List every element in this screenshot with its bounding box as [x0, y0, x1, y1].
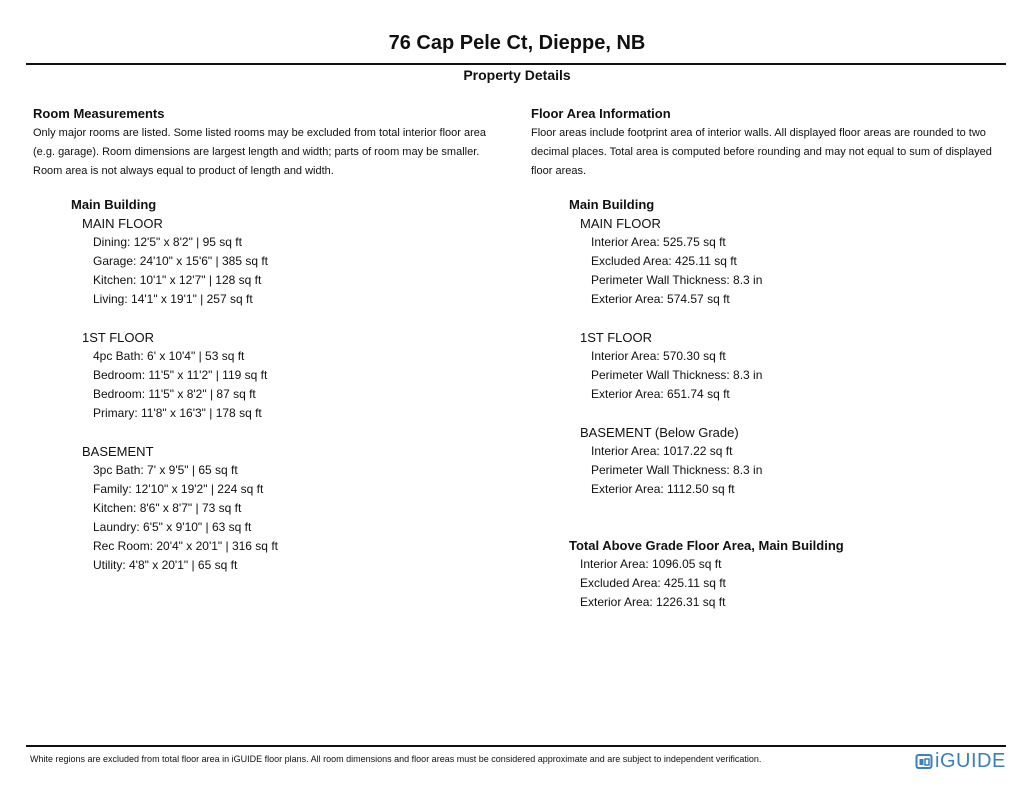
- page-subtitle: Property Details: [463, 67, 571, 83]
- area-item: Excluded Area: 425.11 sq ft: [591, 254, 737, 268]
- area-item: Exterior Area: 1112.50 sq ft: [591, 482, 735, 496]
- total-area-item: Exterior Area: 1226.31 sq ft: [580, 595, 726, 609]
- area-item: Interior Area: 525.75 sq ft: [591, 235, 726, 249]
- iguide-logo-icon: [915, 752, 933, 770]
- area-item: Perimeter Wall Thickness: 8.3 in: [591, 463, 763, 477]
- note-line: decimal places. Total area is computed before rounding and may not equal to sum of displayed: [531, 146, 992, 158]
- floor-area-section: [531, 106, 1009, 612]
- room-item: Utility: 4'8" x 20'1" | 65 sq ft: [93, 558, 238, 572]
- area-item: Interior Area: 570.30 sq ft: [591, 349, 726, 363]
- room-item: Bedroom: 11'5" x 8'2" | 87 sq ft: [93, 387, 256, 401]
- floor-name: BASEMENT (Below Grade): [580, 425, 739, 440]
- building-name: Main Building: [569, 197, 655, 212]
- floor-name: MAIN FLOOR: [82, 216, 163, 231]
- page-title: 76 Cap Pele Ct, Dieppe, NB: [388, 32, 646, 54]
- area-item: Perimeter Wall Thickness: 8.3 in: [591, 368, 763, 382]
- floor-name: 1ST FLOOR: [580, 330, 653, 345]
- room-item: Rec Room: 20'4" x 20'1" | 316 sq ft: [93, 539, 278, 553]
- total-area-heading: Total Above Grade Floor Area, Main Building: [569, 538, 844, 553]
- area-item: Exterior Area: 651.74 sq ft: [591, 387, 730, 401]
- note-line: floor areas.: [531, 165, 587, 177]
- building-name: Main Building: [71, 197, 157, 212]
- total-area-item: Interior Area: 1096.05 sq ft: [580, 557, 722, 571]
- floor-name: MAIN FLOOR: [580, 216, 661, 231]
- floor-name: 1ST FLOOR: [82, 330, 155, 345]
- room-item: 3pc Bath: 7' x 9'5" | 65 sq ft: [93, 463, 238, 477]
- footer-divider: [26, 745, 1006, 747]
- room-item: Living: 14'1" x 19'1" | 257 sq ft: [93, 292, 253, 306]
- room-item: Kitchen: 10'1" x 12'7" | 128 sq ft: [93, 273, 262, 287]
- title-divider: [26, 63, 1006, 65]
- area-item: Exterior Area: 574.57 sq ft: [591, 292, 730, 306]
- room-measurements-note: [33, 124, 511, 181]
- area-item: Perimeter Wall Thickness: 8.3 in: [591, 273, 763, 287]
- room-item: Bedroom: 11'5" x 11'2" | 119 sq ft: [93, 368, 268, 382]
- room-item: Dining: 12'5" x 8'2" | 95 sq ft: [93, 235, 242, 249]
- floor-area-note: [531, 124, 1009, 181]
- room-item: Primary: 11'8" x 16'3" | 178 sq ft: [93, 406, 262, 420]
- area-item: Interior Area: 1017.22 sq ft: [591, 444, 733, 458]
- note-line: Room area is not always equal to product of length and width.: [33, 165, 334, 177]
- room-item: Garage: 24'10" x 15'6" | 385 sq ft: [93, 254, 268, 268]
- footer-disclaimer: White regions are excluded from total floor area in iGUIDE floor plans. All room dimensions and floor areas must be considered approximate and are subject to independent verification.: [30, 754, 762, 764]
- note-line: Only major rooms are listed. Some listed rooms may be excluded from total interior floor area: [33, 127, 487, 139]
- floor-area-heading: Floor Area Information: [531, 106, 671, 121]
- room-item: 4pc Bath: 6' x 10'4" | 53 sq ft: [93, 349, 245, 363]
- floor-name: BASEMENT: [82, 444, 154, 459]
- room-item: Laundry: 6'5" x 9'10" | 63 sq ft: [93, 520, 252, 534]
- room-item: Kitchen: 8'6" x 8'7" | 73 sq ft: [93, 501, 242, 515]
- room-measurements-section: [33, 106, 511, 575]
- note-line: (e.g. garage). Room dimensions are largest length and width; parts of room may be smaller.: [33, 146, 480, 158]
- total-area-item: Excluded Area: 425.11 sq ft: [580, 576, 726, 590]
- room-measurements-heading: Room Measurements: [33, 106, 165, 121]
- iguide-logo: [915, 749, 1006, 773]
- room-item: Family: 12'10" x 19'2" | 224 sq ft: [93, 482, 264, 496]
- note-line: Floor areas include footprint area of interior walls. All displayed floor areas are rounded to two: [531, 127, 986, 139]
- iguide-logo-text: iGUIDE: [935, 749, 1006, 772]
